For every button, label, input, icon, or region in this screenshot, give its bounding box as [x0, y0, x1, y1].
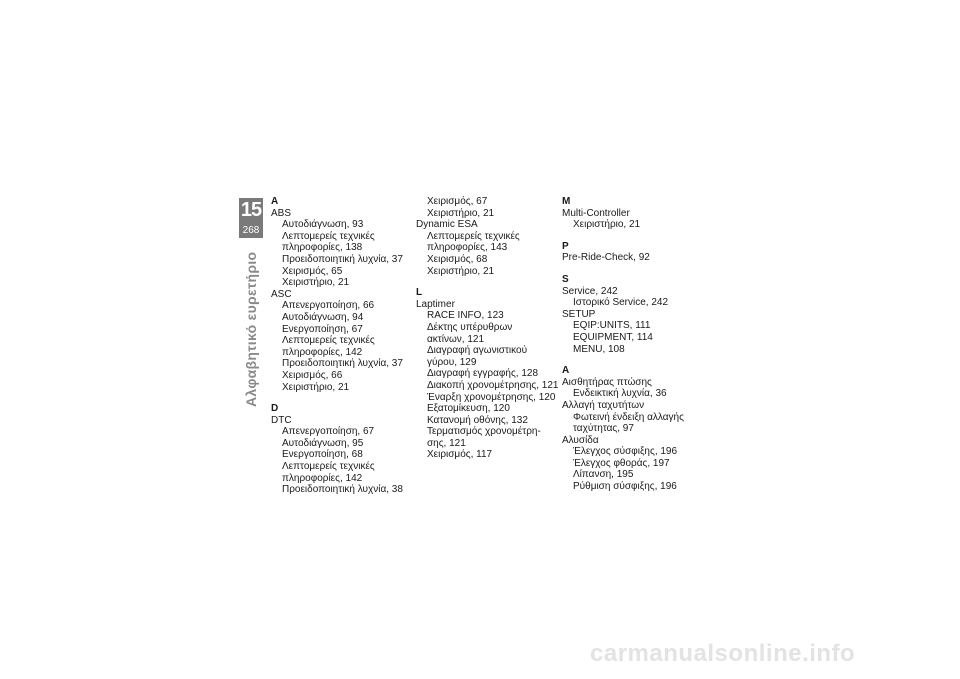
- index-term: DTC: [271, 414, 292, 426]
- index-subentry: Χειρισμός, 65: [282, 265, 343, 277]
- index-subentry: Χειριστήριο, 21: [427, 207, 495, 219]
- index-column-3: [562, 196, 684, 493]
- index-spacer: [562, 231, 684, 241]
- index-subentry: πληροφορίες, 138: [282, 242, 363, 254]
- index-subentry: Απενεργοποίηση, 67: [282, 426, 375, 438]
- index-letter-heading: M: [562, 196, 571, 207]
- index-subentry: πληροφορίες, 142: [282, 346, 363, 358]
- index-term: Dynamic ESA: [416, 219, 478, 231]
- index-subentry: ακτίνων, 121: [427, 333, 485, 345]
- index-subentry: Προειδοποιητική λυχνία, 38: [282, 484, 403, 496]
- index-subentry: Λίπανση, 195: [573, 469, 634, 481]
- index-subentry: EQIP:UNITS, 111: [573, 320, 651, 332]
- index-subentry: Λεπτομερείς τεχνικές: [282, 230, 375, 242]
- index-term: Pre-Ride-Check, 92: [562, 252, 650, 264]
- index-subentry: RACE INFO, 123: [427, 310, 504, 322]
- index-subentry: πληροφορίες, 143: [427, 242, 508, 254]
- index-letter-heading: L: [416, 287, 423, 299]
- index-subentry: Χειρισμός, 67: [427, 196, 488, 207]
- index-term: ASC: [271, 288, 292, 300]
- index-letter-heading: S: [562, 273, 569, 285]
- index-subentry: Έλεγχος φθοράς, 197: [573, 457, 670, 469]
- index-subentry: Χειρισμός, 68: [427, 253, 488, 265]
- index-subentry: Χειριστήριο, 21: [282, 277, 350, 289]
- index-subentry: Χειρισμός, 117: [427, 449, 493, 461]
- index-subentry: Έλεγχος σύσφιξης, 196: [573, 446, 678, 458]
- index-subentry: Προειδοποιητική λυχνία, 37: [282, 358, 403, 370]
- index-term: Αισθητήρας πτώσης: [562, 376, 652, 388]
- page-number: 268: [239, 224, 263, 238]
- index-subentry: Αυτοδιάγνωση, 95: [282, 437, 364, 449]
- index-subentry: Έναρξη χρονομέτρησης, 120: [427, 391, 556, 403]
- index-subentry: Λεπτομερείς τεχνικές: [427, 230, 520, 242]
- index-subentry: Ιστορικό Service, 242: [573, 297, 669, 309]
- index-subentry: Εξατομίκευση, 120: [427, 403, 510, 415]
- index-term: Laptimer: [416, 298, 455, 310]
- index-term: SETUP: [562, 308, 596, 320]
- index-subentry: MENU, 108: [573, 343, 625, 355]
- index-spacer: [416, 277, 559, 287]
- index-subentry: Κατανομή οθόνης, 132: [427, 414, 528, 426]
- index-term: Multi-Controller: [562, 207, 630, 219]
- index-letter-heading: D: [271, 403, 279, 415]
- index-spacer: [271, 393, 403, 403]
- index-subentry: EQUIPMENT, 114: [573, 331, 653, 343]
- index-letter-heading: P: [562, 240, 569, 252]
- index-subentry: Αυτοδιάγνωση, 93: [282, 219, 364, 231]
- index-subentry: Χειριστήριο, 21: [573, 219, 641, 231]
- index-subentry: ταχύτητας, 97: [573, 423, 634, 435]
- index-subentry: Λεπτομερείς τεχνικές: [282, 461, 375, 473]
- index-letter-heading: A: [271, 196, 279, 207]
- watermark: carmanualsonline.info: [590, 640, 856, 667]
- chapter-number: 15: [240, 199, 262, 221]
- index-term: ABS: [271, 207, 292, 219]
- index-subentry: γύρου, 129: [427, 356, 477, 368]
- index-term: Αλλαγή ταχυτήτων: [562, 399, 645, 411]
- index-subentry: πληροφορίες, 142: [282, 472, 363, 484]
- index-subentry: Λεπτομερείς τεχνικές: [282, 335, 375, 347]
- index-subentry: Διαγραφή εγγραφής, 128: [427, 368, 539, 380]
- index-subentry: Ενεργοποίηση, 67: [282, 323, 363, 335]
- index-subentry: σης, 121: [427, 437, 466, 449]
- index-subentry: Διαγραφή αγωνιστικού: [427, 345, 528, 357]
- index-subentry: Δέκτης υπέρυθρων: [427, 321, 513, 333]
- index-spacer: [562, 264, 684, 274]
- chapter-title: Αλφαβητικό ευρετήριο: [243, 251, 259, 407]
- index-term: Αλυσίδα: [562, 434, 599, 446]
- index-column-2: [416, 196, 559, 461]
- index-subentry: Αυτοδιάγνωση, 94: [282, 311, 364, 323]
- index-spacer: [562, 355, 684, 365]
- index-subentry: Χειριστήριο, 21: [282, 381, 350, 393]
- index-column-1: [271, 196, 403, 496]
- index-subentry: Χειριστήριο, 21: [427, 265, 495, 277]
- index-subentry: Τερματισμός χρονομέτρη-: [427, 426, 541, 438]
- index-subentry: Ενδεικτική λυχνία, 36: [573, 388, 667, 400]
- index-subentry: Διακοπή χρονομέτρησης, 121: [427, 379, 559, 391]
- index-term: Service, 242: [562, 285, 618, 297]
- index-subentry: Απενεργοποίηση, 66: [282, 300, 375, 312]
- index-subentry: Προειδοποιητική λυχνία, 37: [282, 253, 403, 265]
- index-subentry: Χειρισμός, 66: [282, 369, 343, 381]
- index-subentry: Ενεργοποίηση, 68: [282, 449, 363, 461]
- index-subentry: Φωτεινή ένδειξη αλλαγής: [573, 411, 684, 423]
- index-subentry: Ρύθμιση σύσφιξης, 196: [573, 481, 677, 493]
- index-letter-heading: A: [562, 365, 570, 377]
